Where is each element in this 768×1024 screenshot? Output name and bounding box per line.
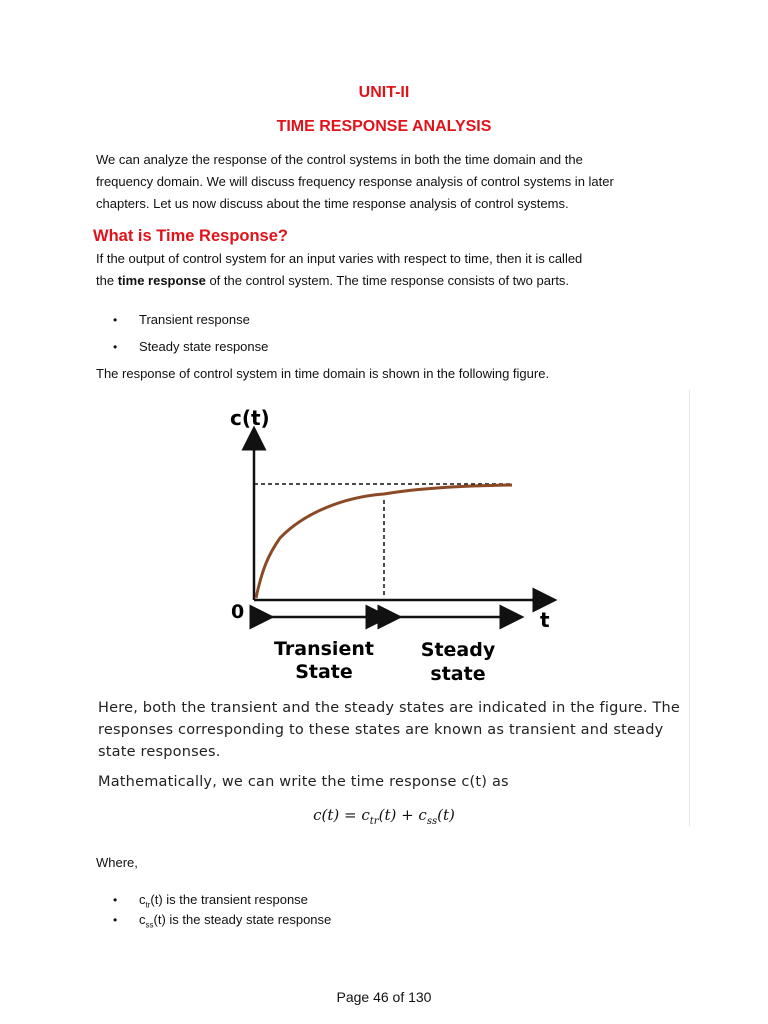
transient-label-2: State xyxy=(295,661,353,683)
explanation-line-3: state responses. xyxy=(98,744,221,760)
where-label: Where, xyxy=(96,855,138,870)
y-axis-label: c(t) xyxy=(230,406,270,430)
explanation-line-1: Here, both the transient and the steady states are indicated in the figure. The xyxy=(98,700,681,716)
list-item: • Steady state response xyxy=(113,339,269,354)
bullet-icon: • xyxy=(113,313,118,327)
explanation-line-4: Mathematically, we can write the time response c(t) as xyxy=(98,774,509,790)
explanation-line-2: responses corresponding to these states are known as transient and steady xyxy=(98,722,664,738)
page-title: TIME RESPONSE ANALYSIS xyxy=(276,118,492,135)
figure-intro: The response of control system in time domain is shown in the following figure. xyxy=(96,366,550,381)
steady-label-1: Steady xyxy=(420,639,496,661)
intro-line-2: frequency domain. We will discuss frequency response analysis of control systems in later xyxy=(96,174,614,189)
bullet-icon: • xyxy=(113,340,118,354)
steady-label-2: state xyxy=(430,663,486,685)
origin-label: 0 xyxy=(231,601,245,623)
unit-heading: UNIT-II xyxy=(358,84,410,101)
list-item: • Transient response xyxy=(113,312,250,327)
transient-label-1: Transient xyxy=(274,638,374,660)
bullet-icon: • xyxy=(113,913,118,927)
list-item: • $c_{ss}(t)$ is the steady state response xyxy=(113,912,332,930)
section-line-1: If the output of control system for an input varies with respect to time, then it is called xyxy=(96,251,583,266)
time-response-equation: $c(t) = c_{tr}(t) + c_{ss}(t)$ xyxy=(313,806,455,827)
intro-line-3: chapters. Let us now discuss about the time response analysis of control systems. xyxy=(96,196,569,211)
x-axis-label: t xyxy=(540,608,550,632)
section-heading: What is Time Response? xyxy=(93,227,288,245)
section-line-2: the time response of the control system. The time response consists of two parts. xyxy=(96,273,570,288)
term-time-response: time response xyxy=(117,273,206,288)
intro-line-1: We can analyze the response of the control systems in both the time domain and the xyxy=(96,152,583,167)
list-item: • $c_{tr}(t)$ is the transient response xyxy=(113,892,308,910)
bullet-icon: • xyxy=(113,893,118,907)
page-number: Page 46 of 130 xyxy=(336,989,432,1005)
